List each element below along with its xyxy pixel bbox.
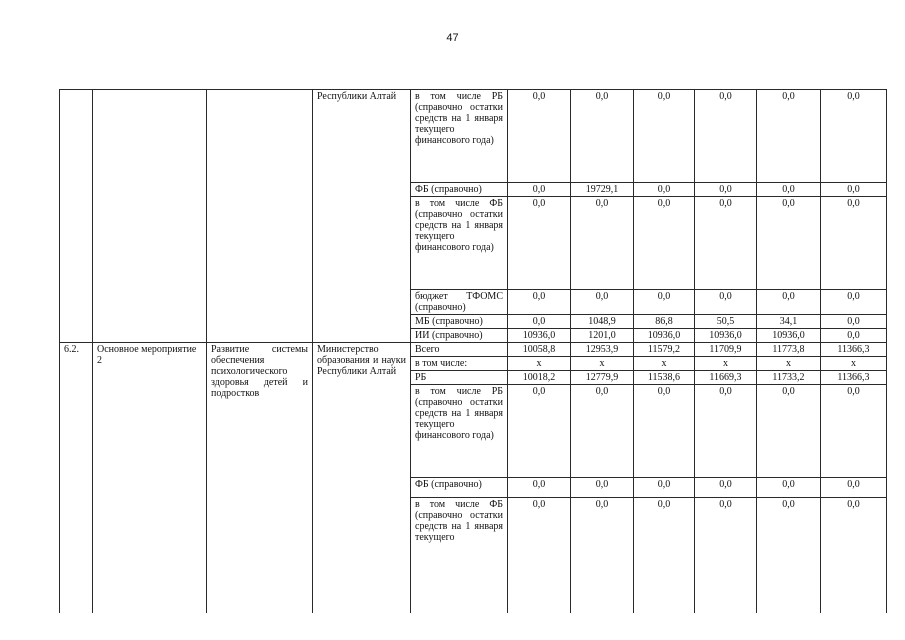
executor-cell: Министерство образования и науки Республики Алтай [313,343,411,614]
value-cell: 1201,0 [571,329,634,343]
funding-source-cell: Всего [411,343,508,357]
value-cell: 11538,6 [634,371,695,385]
value-cell: 0,0 [821,478,887,498]
value-cell: 0,0 [508,315,571,329]
funding-source-cell: ФБ (справочно) [411,183,508,197]
funding-source-cell: ИИ (справочно) [411,329,508,343]
funding-source-cell: ФБ (справочно) [411,478,508,498]
value-cell: 0,0 [508,197,571,290]
value-cell: 0,0 [757,498,821,614]
section-number-cell: 6.2. [60,343,93,614]
table-row [60,343,887,357]
value-cell: 0,0 [634,183,695,197]
value-cell: 0,0 [508,90,571,183]
value-cell: 0,0 [695,478,757,498]
value-cell: 0,0 [757,90,821,183]
value-cell: 0,0 [821,498,887,614]
value-cell: 0,0 [508,290,571,315]
funding-source-cell: РБ [411,371,508,385]
value-cell: 10936,0 [508,329,571,343]
value-cell: 0,0 [634,385,695,478]
value-cell: 0,0 [571,478,634,498]
value-cell: 0,0 [634,90,695,183]
value-cell: 0,0 [508,385,571,478]
executor-cell: Республики Алтай [313,90,411,343]
funding-source-cell: бюджет ТФОМС (справочно) [411,290,508,315]
budget-table [59,89,887,613]
measure-name-cell [93,90,207,343]
value-cell: х [695,357,757,371]
table-row [60,90,887,183]
value-cell: 0,0 [634,478,695,498]
value-cell: 1048,9 [571,315,634,329]
value-cell: 0,0 [634,498,695,614]
value-cell: 0,0 [821,183,887,197]
value-cell: х [571,357,634,371]
value-cell: 0,0 [757,197,821,290]
page-number: 47 [446,32,459,44]
funding-source-cell: в том числе ФБ (справочно остатки средств на 1 января текущего [411,498,508,614]
value-cell: 12953,9 [571,343,634,357]
value-cell: 0,0 [508,183,571,197]
funding-source-cell: в том числе РБ (справочно остатки средств на 1 января текущего финансового года) [411,385,508,478]
value-cell: 0,0 [571,498,634,614]
value-cell: 0,0 [571,385,634,478]
section-number-cell [60,90,93,343]
value-cell: 0,0 [571,90,634,183]
value-cell: 0,0 [695,197,757,290]
goal-cell [207,90,313,343]
value-cell: 19729,1 [571,183,634,197]
value-cell: х [634,357,695,371]
value-cell: 11733,2 [757,371,821,385]
value-cell: х [821,357,887,371]
value-cell: 0,0 [571,197,634,290]
value-cell: 0,0 [634,197,695,290]
value-cell: 0,0 [757,183,821,197]
value-cell: х [757,357,821,371]
value-cell: 50,5 [695,315,757,329]
goal-cell: Развитие системы обеспечения психологического здоровья детей и подростков [207,343,313,614]
value-cell: 0,0 [508,478,571,498]
value-cell: 86,8 [634,315,695,329]
value-cell: 10058,8 [508,343,571,357]
value-cell: 11773,8 [757,343,821,357]
value-cell: 0,0 [821,197,887,290]
value-cell: 10936,0 [757,329,821,343]
value-cell: 0,0 [757,385,821,478]
value-cell: 11579,2 [634,343,695,357]
value-cell: 0,0 [695,498,757,614]
funding-source-cell: в том числе РБ (справочно остатки средств на 1 января текущего финансового года) [411,90,508,183]
value-cell: 34,1 [757,315,821,329]
value-cell: 0,0 [757,290,821,315]
value-cell: 12779,9 [571,371,634,385]
value-cell: 10936,0 [634,329,695,343]
funding-source-cell: в том числе: [411,357,508,371]
value-cell: 11366,3 [821,371,887,385]
value-cell: 0,0 [821,90,887,183]
value-cell: 0,0 [508,498,571,614]
funding-source-cell: в том числе ФБ (справочно остатки средств на 1 января текущего финансового года) [411,197,508,290]
value-cell: х [508,357,571,371]
value-cell: 0,0 [695,183,757,197]
measure-name-cell: Основное мероприятие 2 [93,343,207,614]
funding-source-cell: МБ (справочно) [411,315,508,329]
value-cell: 10018,2 [508,371,571,385]
value-cell: 0,0 [821,315,887,329]
value-cell: 0,0 [757,478,821,498]
value-cell: 0,0 [821,329,887,343]
value-cell: 0,0 [571,290,634,315]
value-cell: 10936,0 [695,329,757,343]
value-cell: 0,0 [695,385,757,478]
value-cell: 0,0 [821,385,887,478]
value-cell: 0,0 [634,290,695,315]
value-cell: 0,0 [695,90,757,183]
value-cell: 11669,3 [695,371,757,385]
value-cell: 11709,9 [695,343,757,357]
value-cell: 0,0 [695,290,757,315]
value-cell: 0,0 [821,290,887,315]
value-cell: 11366,3 [821,343,887,357]
